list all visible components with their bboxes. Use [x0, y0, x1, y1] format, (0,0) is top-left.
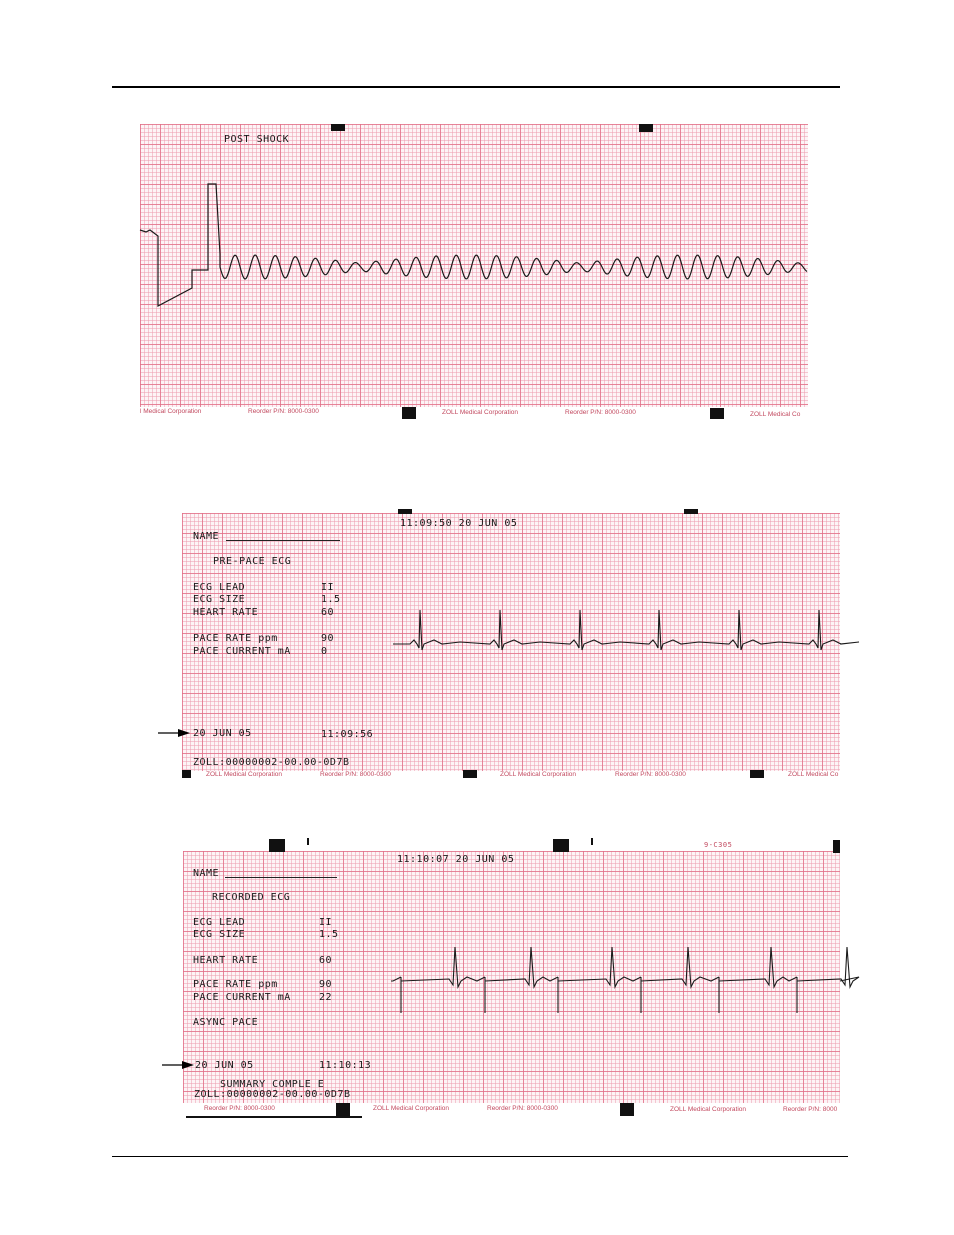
pace-mode: ASYNC PACE: [193, 1017, 259, 1028]
field-value: 1.5: [321, 594, 341, 605]
field-value: II: [321, 582, 335, 593]
strip-footer-text: Reorder P/N: 8000-0300: [320, 771, 391, 778]
strip-label: POST SHOCK: [224, 134, 290, 145]
ecg-waveform: [182, 513, 840, 771]
field-value: 0: [321, 646, 328, 657]
strip-marker: [269, 839, 285, 852]
strip-timestamp: 11:10:07 20 JUN 05: [397, 854, 515, 865]
strip-marker: [186, 1116, 362, 1118]
strip-date: 20 JUN 05: [193, 728, 252, 739]
field-label: ECG LEAD: [193, 582, 246, 593]
strip-footer-text: ZOLL Medical Co: [788, 771, 839, 778]
field-label: PACE RATE ppm: [193, 979, 278, 990]
field-label: HEART RATE: [193, 607, 259, 618]
strip-marker: [307, 838, 309, 845]
arrow-icon: [162, 1060, 196, 1070]
arrow-icon: [158, 728, 192, 738]
strip-footer-text: ZOLL Medical Corporation: [670, 1106, 746, 1113]
strip-marker: [398, 509, 412, 514]
page-footer-rule: [112, 1156, 848, 1157]
strip-title: RECORDED ECG: [212, 892, 291, 903]
summary-label: SUMMARY COMPLE E: [220, 1079, 325, 1090]
strip-marker: [710, 408, 724, 419]
strip-marker: [833, 840, 840, 853]
strip-footer-text: Reorder P/N: 8000-0300: [615, 771, 686, 778]
strip-footer-text: Reorder P/N: 8000-0300: [565, 409, 636, 416]
strip-footer-text: l Medical Corporation: [140, 408, 202, 415]
strip-footer-text: ZOLL Medical Corporation: [206, 771, 282, 778]
strip-marker: [402, 407, 416, 419]
strip-marker: [331, 124, 345, 131]
strip-footer-text: ZOLL Medical Corporation: [442, 409, 518, 416]
strip-marker: [684, 509, 698, 514]
strip-marker: [620, 1103, 634, 1116]
strip-title: PRE-PACE ECG: [213, 556, 292, 567]
device-id: ZOLL:00000002-00.00-0D7B: [193, 757, 350, 768]
field-label: ECG SIZE: [193, 594, 246, 605]
strip-footer-text: ZOLL Medical Co: [750, 411, 801, 418]
strip-marker: [553, 839, 569, 852]
field-label: PACE CURRENT mA: [193, 646, 291, 657]
field-value: 90: [319, 979, 333, 990]
field-label: PACE RATE ppm: [193, 633, 278, 644]
ecg-strip-post-shock: [140, 124, 808, 407]
field-value: 60: [319, 955, 333, 966]
strip-footer-text: Reorder P/N: 8000-0300: [487, 1105, 558, 1112]
field-label: HEART RATE: [193, 955, 259, 966]
field-value: 60: [321, 607, 335, 618]
strip-footer-text: ZOLL Medical Corporation: [500, 771, 576, 778]
field-label: ECG SIZE: [193, 929, 246, 940]
strip-marker: [639, 124, 653, 132]
strip-time: 11:10:13: [319, 1060, 372, 1071]
strip-footer-text: Reorder P/N: 8000-0300: [248, 408, 319, 415]
strip-footer-text: ZOLL Medical Corporation: [373, 1105, 449, 1112]
field-value: 22: [319, 992, 333, 1003]
corner-code: 9-C305: [704, 841, 733, 849]
name-label: NAME: [193, 531, 220, 542]
ecg-waveform: [140, 124, 808, 407]
strip-marker: [336, 1103, 350, 1116]
strip-timestamp: 11:09:50 20 JUN 05: [400, 518, 518, 529]
page-header-rule: [112, 86, 840, 88]
strip-marker: [591, 838, 593, 845]
field-label: ECG LEAD: [193, 917, 246, 928]
device-id: ZOLL:00000002-00.00-0D7B: [194, 1089, 351, 1100]
strip-marker: [750, 770, 764, 778]
strip-footer-text: Reorder P/N: 8000: [783, 1106, 838, 1113]
field-value: 1.5: [319, 929, 339, 940]
strip-footer-text: Reorder P/N: 8000-0300: [204, 1105, 275, 1112]
ecg-waveform: [183, 851, 840, 1103]
name-label: NAME: [193, 868, 220, 879]
field-value: II: [319, 917, 333, 928]
strip-marker: [182, 770, 191, 778]
field-value: 90: [321, 633, 335, 644]
ecg-strip-pre-pace: [182, 513, 840, 771]
field-label: PACE CURRENT mA: [193, 992, 291, 1003]
strip-time: 11:09:56: [321, 729, 374, 740]
ecg-strip-recorded: [183, 841, 840, 1103]
strip-marker: [463, 770, 477, 778]
strip-date: 20 JUN 05: [195, 1060, 254, 1071]
